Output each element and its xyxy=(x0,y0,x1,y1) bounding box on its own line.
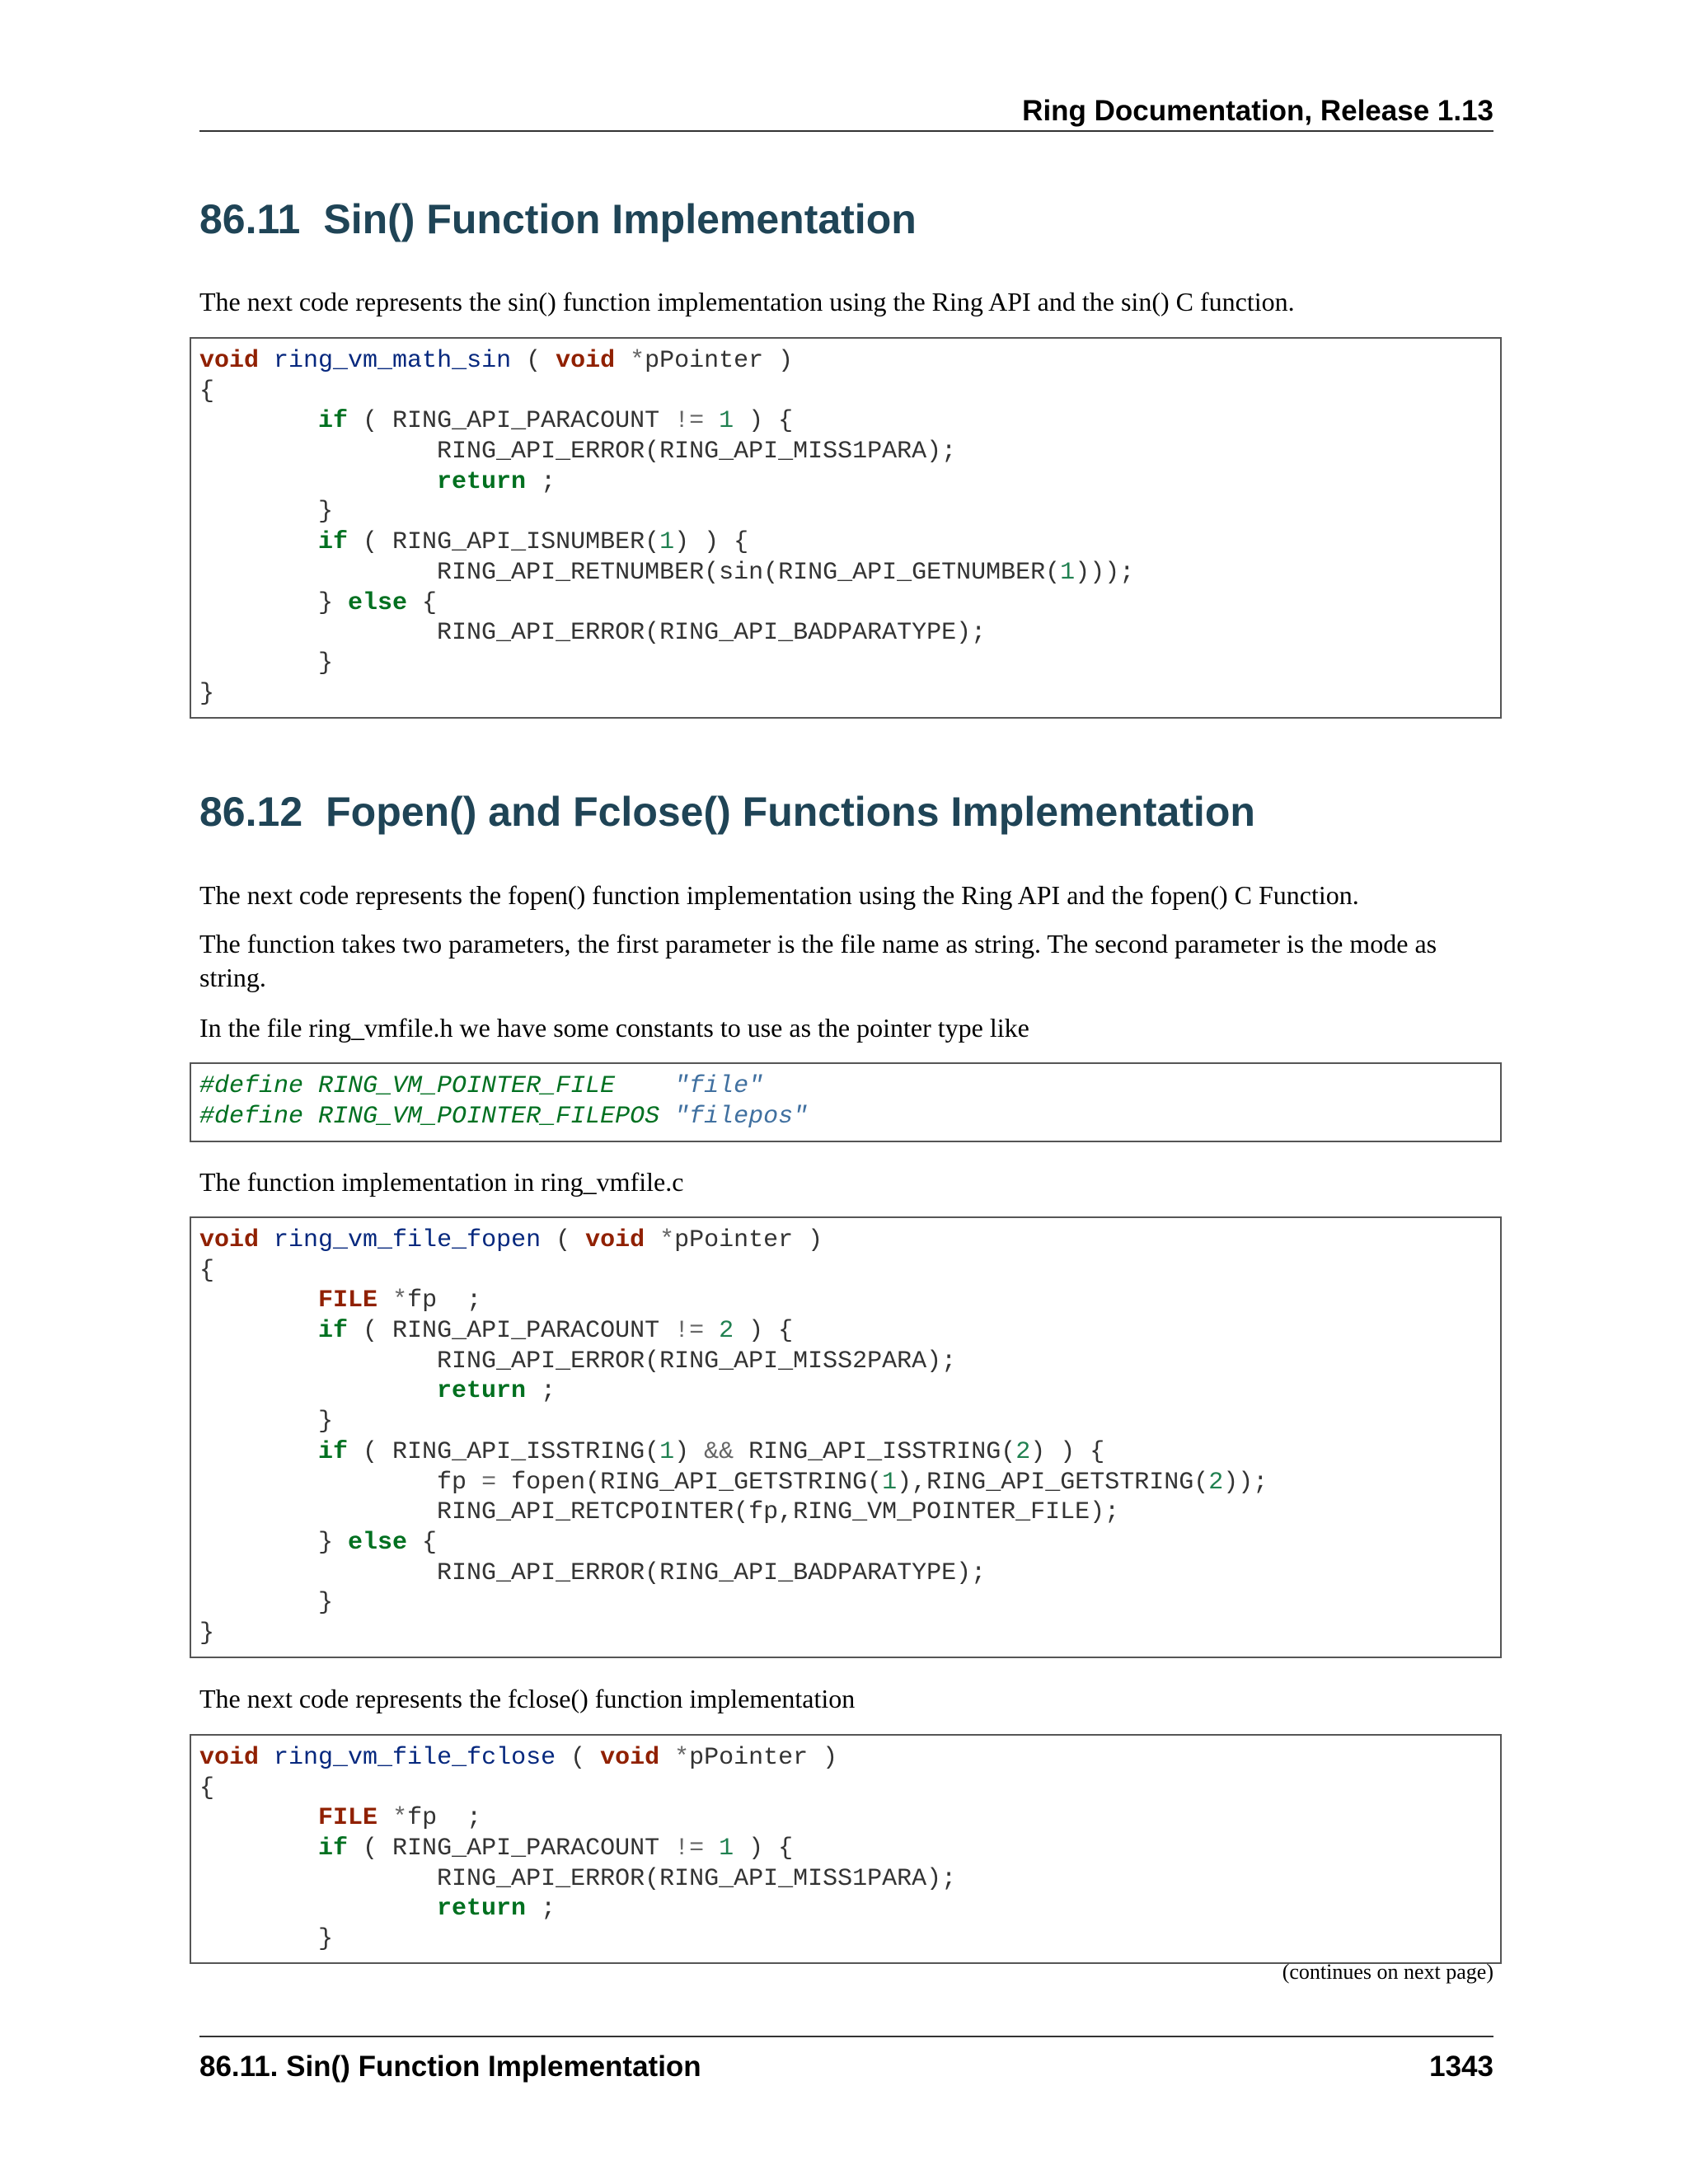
code-block xyxy=(190,1734,1502,1964)
code-line: } else { xyxy=(199,588,438,617)
code-line: void ring_vm_file_fclose ( void *pPointer ) xyxy=(199,1744,838,1772)
code-line: { xyxy=(199,1256,215,1285)
code-line: if ( RING_API_PARACOUNT != 2 ) { xyxy=(318,1317,794,1346)
code-block xyxy=(190,1216,1502,1658)
page-number: 1343 xyxy=(1429,2050,1493,2083)
footer-section: 86.11. Sin() Function Implementation xyxy=(199,2050,701,2083)
code-line: RING_API_RETNUMBER(sin(RING_API_GETNUMBER(1))); xyxy=(199,558,1135,587)
paragraph: The function takes two parameters, the first parameter is the file name as string. The second parameter is the mode as string. xyxy=(199,929,1437,992)
code-line: if ( RING_API_PARACOUNT != 1 ) { xyxy=(318,1835,794,1863)
code-line: { xyxy=(199,377,215,405)
paragraph: In the file ring_vmfile.h we have some constants to use as the pointer type like xyxy=(199,1013,1029,1043)
code-line: return ; xyxy=(437,1377,556,1406)
code-line: return ; xyxy=(437,467,556,496)
code-line: if ( RING_API_ISNUMBER(1) ) { xyxy=(318,528,749,557)
code-line: RING_API_ERROR(RING_API_BADPARATYPE); xyxy=(199,1558,987,1587)
section-number: 86.12 xyxy=(199,789,303,835)
code-line: } xyxy=(199,498,334,527)
code-line: #define RING_VM_POINTER_FILE "file" xyxy=(199,1072,764,1100)
code-line: RING_API_ERROR(RING_API_MISS2PARA); xyxy=(199,1347,957,1376)
section-title: Sin() Function Implementation xyxy=(323,196,917,242)
code-line: return ; xyxy=(437,1895,556,1924)
code-line: FILE *fp ; xyxy=(318,1804,482,1833)
code-line: FILE *fp ; xyxy=(318,1286,482,1315)
running-header: Ring Documentation, Release 1.13 xyxy=(199,91,1493,132)
code-line: RING_API_RETCPOINTER(fp,RING_VM_POINTER_FILE); xyxy=(199,1498,1120,1527)
code-line: } xyxy=(199,679,215,708)
section-title: Fopen() and Fclose() Functions Implementation xyxy=(326,789,1255,835)
code-line: } else { xyxy=(199,1528,438,1557)
code-block xyxy=(190,1062,1502,1142)
paragraph: The function implementation in ring_vmfile.c xyxy=(199,1167,684,1197)
continues-note: (continues on next page) xyxy=(1282,1960,1493,1984)
code-line: if ( RING_API_PARACOUNT != 1 ) { xyxy=(318,407,794,436)
section-heading-fopen xyxy=(199,787,1255,837)
paragraph: The next code represents the fclose() function implementation xyxy=(199,1684,856,1713)
code-line: void ring_vm_math_sin ( void *pPointer ) xyxy=(199,347,794,375)
code-line: } xyxy=(199,649,334,677)
code-line: fp = fopen(RING_API_GETSTRING(1),RING_API_GETSTRING(2)); xyxy=(199,1468,1268,1497)
code-line: RING_API_ERROR(RING_API_BADPARATYPE); xyxy=(199,619,987,648)
code-line: } xyxy=(199,1925,334,1954)
code-line: } xyxy=(199,1408,334,1436)
code-block xyxy=(190,337,1502,719)
section-number: 86.11 xyxy=(199,196,301,242)
code-line: } xyxy=(199,1589,334,1618)
footer xyxy=(199,2036,1493,2085)
code-line: #define RING_VM_POINTER_FILEPOS "filepos" xyxy=(199,1102,809,1131)
section-heading-sin xyxy=(199,194,917,244)
code-line: } xyxy=(199,1619,215,1647)
code-line: void ring_vm_file_fopen ( void *pPointer ) xyxy=(199,1226,823,1254)
code-line: RING_API_ERROR(RING_API_MISS1PARA); xyxy=(199,438,957,466)
paragraph: The next code represents the sin() function implementation using the Ring API and the sin() C function. xyxy=(199,287,1295,316)
code-line: if ( RING_API_ISSTRING(1) && RING_API_ISSTRING(2) ) { xyxy=(318,1437,1105,1466)
code-line: RING_API_ERROR(RING_API_MISS1PARA); xyxy=(199,1864,957,1893)
paragraph: The next code represents the fopen() function implementation using the Ring API and the fopen() C Function. xyxy=(199,880,1359,910)
code-line: { xyxy=(199,1774,215,1802)
